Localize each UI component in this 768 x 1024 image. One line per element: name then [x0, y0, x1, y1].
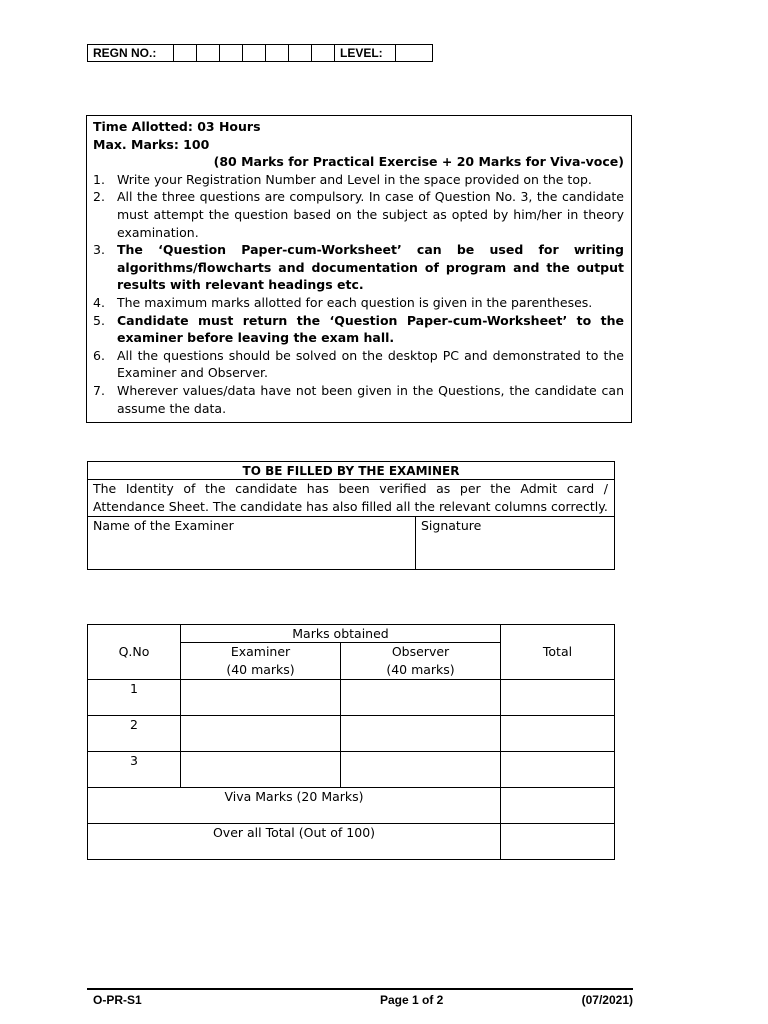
instruction-number: 5. — [93, 312, 105, 328]
regn-box[interactable] — [220, 45, 243, 62]
page-footer — [87, 988, 633, 1010]
instruction-item — [93, 241, 624, 294]
examiner-marks-cell[interactable] — [181, 752, 341, 788]
total-header: Total — [501, 625, 615, 680]
instruction-number: 6. — [93, 347, 105, 363]
instruction-number: 7. — [93, 382, 105, 398]
overall-total-label: Over all Total (Out of 100) — [88, 824, 501, 860]
paper-code: O-PR-S1 — [93, 993, 142, 1007]
instruction-number: 1. — [93, 171, 105, 187]
instruction-text: The ‘Question Paper-cum-Worksheet’ can be used for writing algorithms/flowcharts and documentation of program and the output results with relevant headings etc. — [117, 242, 624, 293]
instruction-text: Write your Registration Number and Level in the space provided on the top. — [117, 171, 592, 187]
examiner-name-field[interactable]: Name of the Examiner — [88, 517, 416, 570]
overall-total-cell[interactable] — [501, 824, 615, 860]
level-box[interactable] — [396, 45, 433, 62]
marks-table — [87, 624, 615, 860]
time-allotted: Time Allotted: 03 Hours — [93, 119, 261, 134]
marks-obtained-header: Marks obtained — [181, 625, 501, 643]
examiner-header — [181, 643, 341, 680]
instruction-item — [93, 382, 624, 417]
examiner-marks-cell[interactable] — [181, 716, 341, 752]
examiner-heading: TO BE FILLED BY THE EXAMINER — [88, 462, 615, 480]
instruction-text: All the three questions are compulsory. In case of Question No. 3, the candidate must attempt the question based on the subject as opted by him/her in theory examination. — [117, 189, 624, 240]
instruction-item — [93, 294, 624, 312]
instructions-box — [86, 115, 632, 423]
observer-marks-cell[interactable] — [341, 716, 501, 752]
overall-row — [88, 824, 615, 860]
table-row — [88, 680, 615, 716]
table-row — [88, 752, 615, 788]
viva-marks-cell[interactable] — [501, 788, 615, 824]
page-number: Page 1 of 2 — [380, 993, 444, 1007]
total-marks-cell[interactable] — [501, 752, 615, 788]
max-marks: Max. Marks: 100 — [93, 136, 210, 152]
instruction-item — [93, 312, 624, 347]
regn-label: REGN NO.: — [88, 45, 174, 62]
examiner-table — [87, 461, 615, 570]
regn-box[interactable] — [174, 45, 197, 62]
instruction-number: 2. — [93, 189, 105, 205]
observer-marks-cell[interactable] — [341, 680, 501, 716]
instruction-item — [93, 188, 624, 241]
observer-marks-cell[interactable] — [341, 752, 501, 788]
observer-header — [341, 643, 501, 680]
instruction-item — [93, 171, 624, 189]
instruction-item — [93, 347, 624, 382]
verification-statement: The Identity of the candidate has been verified as per the Admit card / Attendance Sheet. The candidate has also filled all the relevant columns correctly. — [88, 480, 615, 517]
observer-label: Observer — [391, 644, 450, 659]
table-row — [88, 716, 615, 752]
registration-header — [87, 44, 433, 62]
examiner-label: Examiner — [230, 644, 291, 659]
regn-box[interactable] — [243, 45, 266, 62]
signature-field[interactable]: Signature — [416, 517, 615, 570]
total-marks-cell[interactable] — [501, 680, 615, 716]
level-label: LEVEL: — [335, 45, 396, 62]
viva-row — [88, 788, 615, 824]
question-number: 3 — [88, 752, 181, 788]
regn-box[interactable] — [266, 45, 289, 62]
paper-date: (07/2021) — [581, 993, 633, 1007]
instruction-text: Candidate must return the ‘Question Paper-cum-Worksheet’ to the examiner before leaving the exam hall. — [117, 312, 624, 346]
total-marks-cell[interactable] — [501, 716, 615, 752]
marks-split: (80 Marks for Practical Exercise + 20 Marks for Viva-voce) — [213, 154, 624, 170]
instruction-number: 3. — [93, 242, 105, 258]
viva-label: Viva Marks (20 Marks) — [88, 788, 501, 824]
question-number: 1 — [88, 680, 181, 716]
instruction-list — [93, 171, 624, 417]
question-number: 2 — [88, 716, 181, 752]
examiner-max-marks: (40 marks) — [226, 662, 295, 677]
qno-header: Q.No — [88, 625, 181, 680]
examiner-marks-cell[interactable] — [181, 680, 341, 716]
observer-max-marks: (40 marks) — [386, 662, 455, 677]
instruction-text: All the questions should be solved on the desktop PC and demonstrated to the Examiner and Observer. — [117, 347, 624, 381]
instruction-text: Wherever values/data have not been given in the Questions, the candidate can assume the data. — [117, 382, 624, 416]
regn-box[interactable] — [289, 45, 312, 62]
regn-box[interactable] — [312, 45, 335, 62]
instruction-number: 4. — [93, 294, 105, 310]
instruction-text: The maximum marks allotted for each question is given in the parentheses. — [117, 294, 593, 310]
regn-box[interactable] — [197, 45, 220, 62]
